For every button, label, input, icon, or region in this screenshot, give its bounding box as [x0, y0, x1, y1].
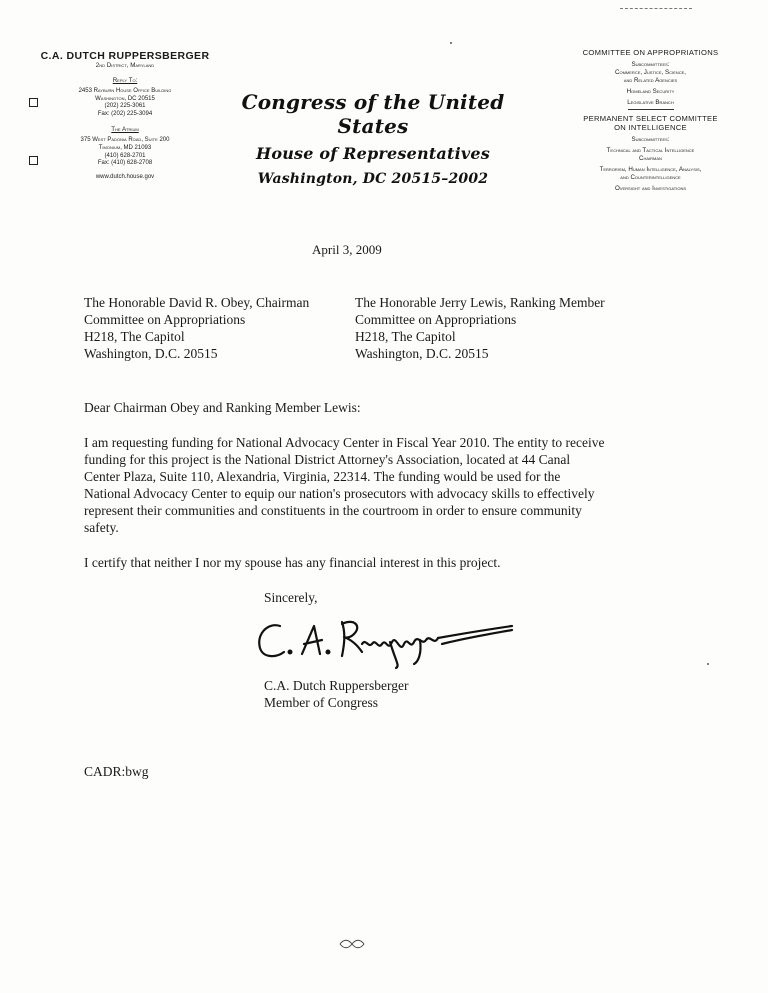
body-paragraph-1: I am requesting funding for National Advocacy Center in Fiscal Year 2010. The entity to receive funding for this project is the National District Attorney's Association, located at 44 Canal Center Plaza, Suite 110, Alexandria, Virginia, 22314. The funding would be used for the National Advocacy Center to equip our nation's prosecutors with advocacy skills to effectively represent their communities and constituents in the courtroom in order to ensure community safety.	[84, 435, 605, 535]
divider	[628, 109, 674, 110]
washington-zip: Washington, DC 20515–2002	[257, 171, 489, 187]
letterhead-left	[30, 50, 220, 181]
typist-initials: CADR:bwg	[84, 764, 149, 779]
body-paragraph-2: I certify that neither I nor my spouse has any financial interest in this project.	[84, 555, 501, 570]
salutation: Dear Chairman Obey and Ranking Member Lewis:	[84, 400, 361, 415]
recipient-block-2: The Honorable Jerry Lewis, Ranking Member Committee on Appropriations H218, The Capitol Washington, D.C. 20515	[355, 295, 605, 361]
district: 2nd District, Maryland	[95, 62, 155, 69]
office1-checkbox	[29, 98, 38, 107]
closing: Sincerely,	[264, 590, 318, 605]
member-name: C.A. DUTCH RUPPERSBERGER	[40, 50, 210, 62]
committee-intelligence: PERMANENT SELECT COMMITTEE	[583, 114, 718, 123]
recipient-block-1: The Honorable David R. Obey, Chairman Committee on Appropriations H218, The Capitol Washington, D.C. 20515	[84, 295, 310, 361]
washington-office: 2453 Rayburn House Office Building Washington, DC 20515 (202) 225-3061 Fax: (202) 225-3094	[78, 88, 172, 117]
scan-mark	[620, 8, 692, 9]
district-office-title: The Atrium	[111, 126, 139, 134]
signer-block	[264, 677, 408, 711]
committee-appropriations: COMMITTEE ON APPROPRIATIONS	[582, 48, 719, 57]
reply-to-label: Reply To:	[112, 77, 138, 84]
congress-title: Congress of the United States	[241, 90, 505, 138]
house-title: House of Representatives	[256, 144, 490, 163]
scan-speck	[707, 663, 709, 665]
signer-name: C.A. Dutch Ruppersberger	[264, 678, 409, 693]
recycled-paper-icon	[338, 938, 366, 950]
district-office: 375 West Padonia Road, Suite 200 Timonium, MD 21093 (410) 628-2701 Fax: (410) 628-2708	[80, 137, 170, 167]
letterhead-right: COMMITTEE ON APPROPRIATIONS Subcommittees: Commerce, Justice, Science, and Related Agencies Homeland Security Legislative Branch PERMANENT SELECT COMMITTEE ON INTELLIGENCE Subcommittees: Technical and Tactical Intelligence Chairman Terrorism, Human Intelligence, Analysis, and Counterintelligence Oversight and Investigations	[548, 48, 753, 193]
office2-checkbox	[29, 156, 38, 165]
letterhead-center	[228, 90, 518, 187]
signature	[250, 604, 520, 674]
website: www.dutch.house.gov	[95, 173, 155, 180]
signer-title: Member of Congress	[264, 695, 378, 710]
letter-date: April 3, 2009	[312, 242, 382, 257]
scan-speck	[450, 42, 452, 44]
